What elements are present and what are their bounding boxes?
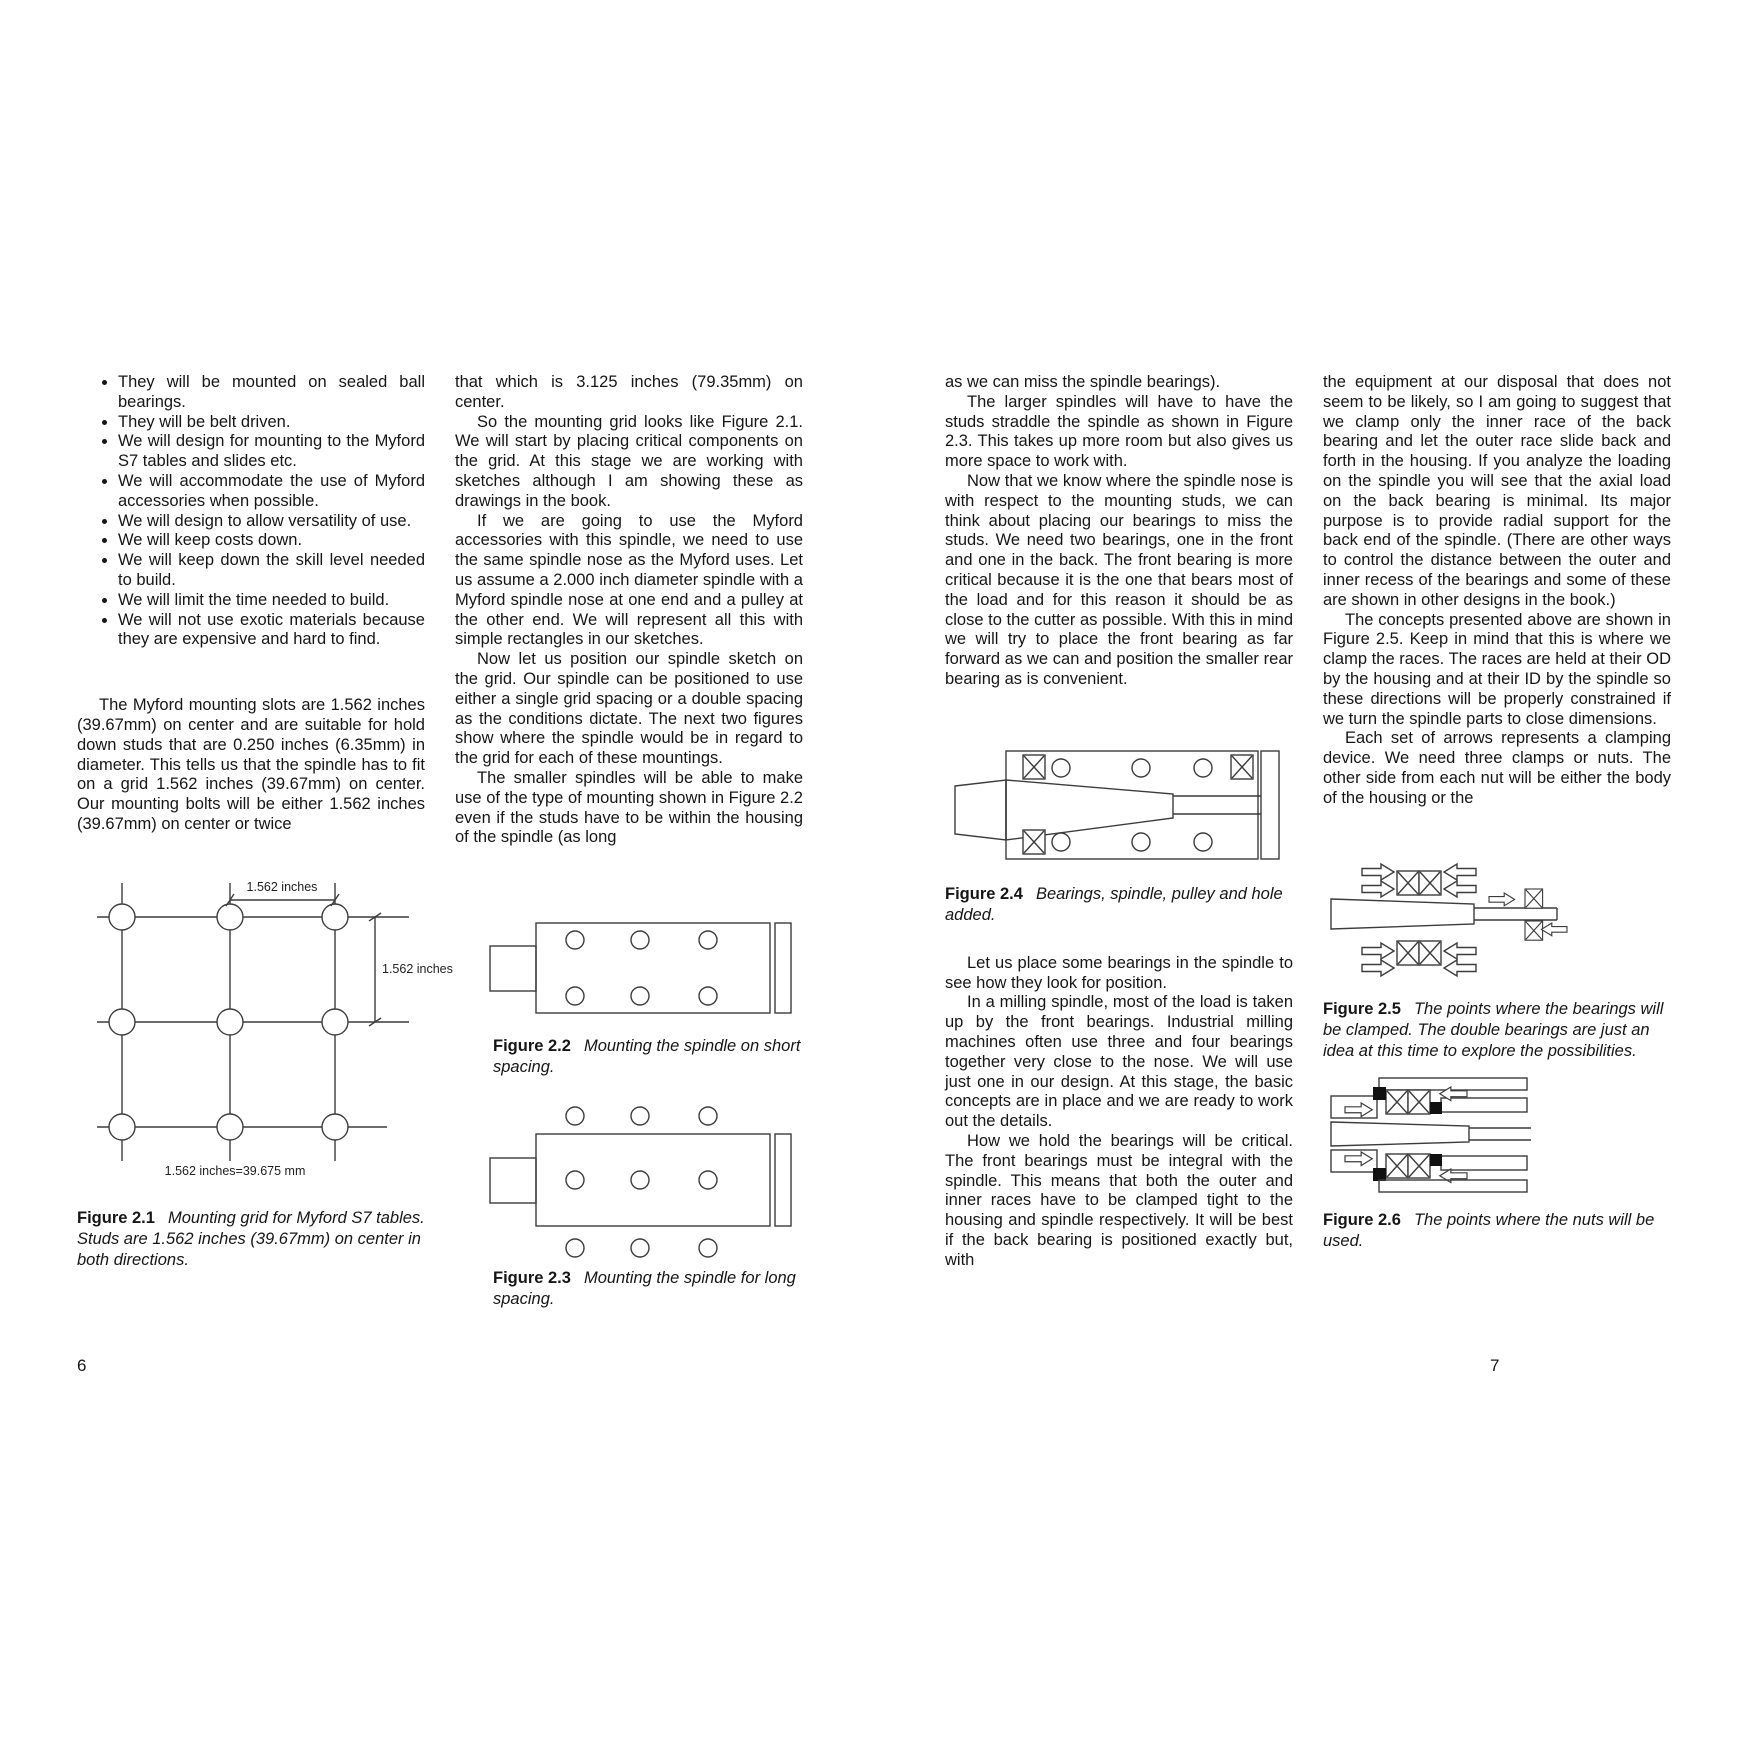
paragraph: The Myford mounting slots are 1.562 inches (39.67mm) on center and are suitable for hold down studs that are 0.250 inches (6.35mm) in diameter. This tells us that the spindle has to fit on a grid 1.562 inches (39.67mm) on center. Our mounting bolts will be either 1.562 inches (39.67mm) on center or twice [77, 696, 425, 833]
figure-2-1-drawing [77, 869, 453, 1184]
figure-label: Figure 2.6 [1323, 1210, 1401, 1229]
bullet-item: • We will keep down the skill level needed to build. [118, 551, 425, 591]
figure-label: Figure 2.3 [493, 1269, 571, 1288]
dim-label-bottom: 1.562 inches=39.675 mm [164, 1163, 306, 1178]
figure-caption-text: Mounting the spindle on short spacing. [493, 1037, 801, 1077]
text-column-3 [945, 373, 1293, 1271]
paragraph: Now that we know where the spindle nose is with respect to the mounting studs, we can think about placing our bearings to miss the studs. We need two bearings, one in the front and one in the back. The front bearing is more critical because it is the one that bears most of the load and for this reason it should be as close to the cutter as possible. With this in mind we will try to place the front bearing as far forward as we can and position the smaller rear bearing as is convenient. [945, 471, 1293, 688]
dim-label-top: 1.562 inches [246, 879, 318, 894]
figure-label: Figure 2.1 [77, 1208, 155, 1227]
figure-2-4-caption [945, 884, 1293, 926]
text-column-4 [1323, 373, 1671, 1252]
text-column-2 [455, 373, 803, 1310]
bullet-item: • They will be mounted on sealed ball bearings. [118, 373, 425, 413]
bullet-item: • We will keep costs down. [118, 531, 425, 551]
paragraph: Now let us position our spindle sketch on the grid. Our spindle can be positioned to use either a single grid spacing or a double spacing as the conditions dictate. The next two figures show where the spindle would be in regard to the grid for each of these mountings. [455, 650, 803, 768]
paragraph: that which is 3.125 inches (79.35mm) on center. [455, 373, 803, 411]
figure-2-5-caption [1323, 999, 1671, 1062]
figure-label: Figure 2.5 [1323, 999, 1401, 1018]
bullet-item: • We will limit the time needed to build. [118, 591, 425, 611]
paragraph: In a milling spindle, most of the load is taken up by the front bearings. Industrial milling machines often use three and four bearings together very close to the nose. We will use just one in our design. At this stage, the basic concepts are in place and we are ready to work out the details. [945, 993, 1293, 1131]
page-number-right: 7 [1490, 1356, 1500, 1375]
bullet-item: • We will accommodate the use of Myford accessories when possible. [118, 472, 425, 512]
dim-label-right: 1.562 inches [382, 961, 453, 976]
figure-caption-text: Bearings, spindle, pulley and hole added. [945, 884, 1283, 924]
figure-caption-text: Mounting grid for Myford S7 tables. Studs are 1.562 inches (39.67mm) on center in both directions. [77, 1208, 425, 1269]
page-number-left: 6 [77, 1356, 87, 1375]
paragraph: If we are going to use the Myford accessories with this spindle, we need to use the same spindle nose as the Myford uses. Let us assume a 2.000 inch diameter spindle with a Myford spindle nose at one end and a pulley at the other end. We will represent all this with simple rectangles in our sketches. [455, 511, 803, 649]
design-goals-list [77, 373, 425, 650]
paragraph: Let us place some bearings in the spindle to see how they look for position. [945, 953, 1293, 992]
figure-2-4-drawing [945, 746, 1293, 864]
figure-2-6-caption [1323, 1210, 1671, 1252]
figure-2-3-caption [493, 1268, 803, 1310]
figure-caption-text: The points where the nuts will be used. [1323, 1210, 1655, 1250]
figure-label: Figure 2.2 [493, 1037, 571, 1056]
figure-2-5-drawing [1329, 861, 1671, 981]
paragraph: So the mounting grid looks like Figure 2.1. We will start by placing critical components on the grid. At this stage we are working with sketches although I am showing these as drawings in the book. [455, 412, 803, 510]
paragraph: Each set of arrows represents a clamping device. We need three clamps or nuts. The other side from each nut will be either the body of the housing or the [1323, 729, 1671, 807]
figure-2-2-drawing [455, 918, 803, 1018]
bullet-item: • We will design for mounting to the Myford S7 tables and slides etc. [118, 432, 425, 472]
text-column-1 [77, 373, 453, 1271]
bullet-item: • We will not use exotic materials because they are expensive and hard to find. [118, 611, 425, 651]
figure-label: Figure 2.4 [945, 884, 1023, 903]
figure-caption-text: Mounting the spindle for long spacing. [493, 1269, 796, 1309]
bullet-item: • We will design to allow versatility of use. [118, 512, 425, 532]
figure-2-3-drawing [455, 1106, 803, 1258]
paragraph: as we can miss the spindle bearings). [945, 373, 1221, 391]
figure-2-1-caption [77, 1208, 425, 1271]
figure-2-2-caption [493, 1036, 803, 1078]
paragraph: How we hold the bearings will be critical. The front bearings must be integral with the spindle. This means that both the outer and inner races have to be clamped tight to the housing and spindle respectively. It will be best if the back bearing is positioned exactly but, with [945, 1131, 1293, 1269]
paragraph: The smaller spindles will be able to make use of the type of mounting shown in Figure 2.2 even if the studs have to be within the housing of the spindle (as long [455, 768, 803, 847]
paragraph: The concepts presented above are shown in Figure 2.5. Keep in mind that this is where we clamp the races. The races are held at their OD by the housing and at their ID by the spindle so these directions will be properly constrained if we turn the spindle parts to close dimensions. [1323, 610, 1671, 728]
figure-caption-text: The points where the bearings will be clamped. The double bearings are just an idea at this time to explore the possibilities. [1323, 999, 1664, 1060]
paragraph: The larger spindles will have to have the studs straddle the spindle as shown in Figure 2.3. This takes up more room but also gives us more space to work with. [945, 392, 1293, 471]
paragraph: the equipment at our disposal that does not seem to be likely, so I am going to suggest that we clamp only the inner race of the back bearing and let the outer race slide back and forth in the housing. If you analyze the loading on the spindle you will see that the axial load on the back bearing is minimal. Its major purpose is to provide radial support for the back end of the spindle. (There are other ways to control the distance between the outer and inner recess of the bearings and some of these are shown in other designs in the book.) [1323, 373, 1671, 609]
bullet-item: • They will be belt driven. [118, 413, 425, 433]
figure-2-6-drawing [1329, 1074, 1671, 1196]
